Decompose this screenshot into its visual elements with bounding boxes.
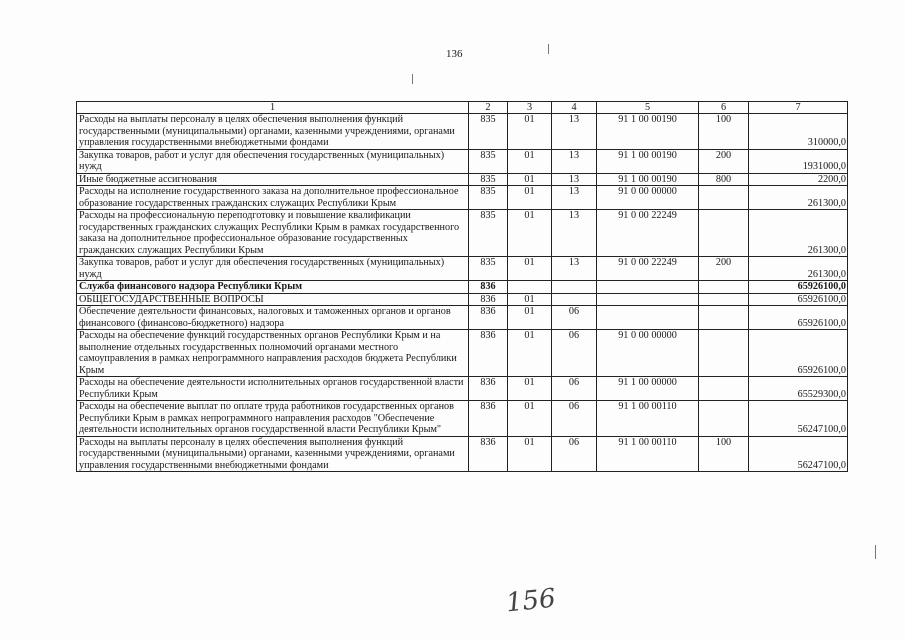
header-cell: 5 bbox=[597, 102, 699, 114]
target-article-cell: 91 1 00 00190 bbox=[597, 149, 699, 173]
amount-cell: 1931000,0 bbox=[749, 149, 848, 173]
expense-type-cell bbox=[699, 401, 749, 437]
page-number: 136 bbox=[446, 48, 463, 60]
section-code-cell bbox=[508, 281, 552, 294]
table-header-row bbox=[77, 102, 848, 114]
expense-type-cell bbox=[699, 377, 749, 401]
expense-type-cell: 100 bbox=[699, 436, 749, 472]
amount-cell: 261300,0 bbox=[749, 210, 848, 257]
target-article-cell: 91 0 00 22249 bbox=[597, 210, 699, 257]
table-row bbox=[77, 149, 848, 173]
expense-type-cell bbox=[699, 330, 749, 377]
subsection-code-cell: 13 bbox=[552, 114, 597, 150]
grbs-code-cell: 835 bbox=[469, 149, 508, 173]
table-row bbox=[77, 401, 848, 437]
table-row bbox=[77, 436, 848, 472]
scan-artifact bbox=[548, 44, 549, 54]
table-row bbox=[77, 210, 848, 257]
row-name-cell: Расходы на выплаты персоналу в целях обеспечения выполнения функций государственными (муниципальными) органами, казенными учреждениями, органами управления государственными внебюджетными фондами bbox=[77, 436, 469, 472]
target-article-cell: 91 1 00 00000 bbox=[597, 377, 699, 401]
row-name-cell: Расходы на исполнение государственного заказа на дополнительное профессиональное образование государственных гражданских служащих Республики Крым bbox=[77, 186, 469, 210]
target-article-cell: 91 0 00 22249 bbox=[597, 257, 699, 281]
table-row bbox=[77, 257, 848, 281]
grbs-code-cell: 836 bbox=[469, 281, 508, 294]
scan-artifact bbox=[875, 545, 876, 559]
target-article-cell bbox=[597, 306, 699, 330]
expense-type-cell bbox=[699, 210, 749, 257]
table-row bbox=[77, 306, 848, 330]
header-cell: 4 bbox=[552, 102, 597, 114]
grbs-code-cell: 836 bbox=[469, 293, 508, 306]
table-row bbox=[77, 114, 848, 150]
row-name-cell: Иные бюджетные ассигнования bbox=[77, 173, 469, 186]
table-row bbox=[77, 186, 848, 210]
target-article-cell: 91 1 00 00110 bbox=[597, 401, 699, 437]
target-article-cell bbox=[597, 293, 699, 306]
row-name-cell: Расходы на выплаты персоналу в целях обеспечения выполнения функций государственными (муниципальными) органами, казенными учреждениями, органами управления государственными внебюджетными фондами bbox=[77, 114, 469, 150]
header-cell: 1 bbox=[77, 102, 469, 114]
handwritten-page-number: 156 bbox=[504, 583, 558, 619]
subsection-code-cell bbox=[552, 281, 597, 294]
section-code-cell: 01 bbox=[508, 293, 552, 306]
table-row bbox=[77, 173, 848, 186]
section-code-cell: 01 bbox=[508, 436, 552, 472]
table-row bbox=[77, 377, 848, 401]
grbs-code-cell: 835 bbox=[469, 186, 508, 210]
subsection-code-cell: 06 bbox=[552, 401, 597, 437]
subsection-code-cell: 06 bbox=[552, 436, 597, 472]
expense-type-cell: 100 bbox=[699, 114, 749, 150]
section-code-cell: 01 bbox=[508, 377, 552, 401]
subsection-code-cell: 13 bbox=[552, 186, 597, 210]
expense-type-cell bbox=[699, 281, 749, 294]
row-name-cell: Расходы на обеспечение функций государственных органов Республики Крым и на выполнение отдельных государственных полномочий органами местного самоуправления в рамках непрограммного направления расходов бюджета Республики Крым bbox=[77, 330, 469, 377]
scan-artifact bbox=[412, 74, 413, 84]
amount-cell: 261300,0 bbox=[749, 186, 848, 210]
header-cell: 3 bbox=[508, 102, 552, 114]
grbs-code-cell: 836 bbox=[469, 306, 508, 330]
amount-cell: 2200,0 bbox=[749, 173, 848, 186]
amount-cell: 310000,0 bbox=[749, 114, 848, 150]
section-code-cell: 01 bbox=[508, 330, 552, 377]
amount-cell: 65529300,0 bbox=[749, 377, 848, 401]
budget-table bbox=[76, 101, 848, 472]
header-cell: 7 bbox=[749, 102, 848, 114]
grbs-code-cell: 836 bbox=[469, 436, 508, 472]
subsection-code-cell: 13 bbox=[552, 257, 597, 281]
section-code-cell: 01 bbox=[508, 257, 552, 281]
expense-type-cell bbox=[699, 186, 749, 210]
row-name-cell: Расходы на обеспечение деятельности исполнительных органов государственной власти Республики Крым bbox=[77, 377, 469, 401]
target-article-cell: 91 0 00 00000 bbox=[597, 330, 699, 377]
header-cell: 2 bbox=[469, 102, 508, 114]
amount-cell: 65926100,0 bbox=[749, 293, 848, 306]
subsection-code-cell: 13 bbox=[552, 149, 597, 173]
expense-type-cell: 800 bbox=[699, 173, 749, 186]
section-code-cell: 01 bbox=[508, 173, 552, 186]
table-row bbox=[77, 293, 848, 306]
subsection-code-cell bbox=[552, 293, 597, 306]
target-article-cell: 91 1 00 00190 bbox=[597, 114, 699, 150]
section-code-cell: 01 bbox=[508, 114, 552, 150]
section-code-cell: 01 bbox=[508, 149, 552, 173]
target-article-cell: 91 1 00 00110 bbox=[597, 436, 699, 472]
grbs-code-cell: 836 bbox=[469, 377, 508, 401]
grbs-code-cell: 835 bbox=[469, 210, 508, 257]
subsection-code-cell: 06 bbox=[552, 306, 597, 330]
grbs-code-cell: 835 bbox=[469, 114, 508, 150]
amount-cell: 56247100,0 bbox=[749, 401, 848, 437]
expense-type-cell: 200 bbox=[699, 257, 749, 281]
grbs-code-cell: 836 bbox=[469, 330, 508, 377]
row-name-cell: Расходы на профессиональную переподготовку и повышение квалификации государственных гражданских служащих Республики Крым в рамках государственного заказа на дополнительное профессиональное образование государственных гражданских служащих Республики Крым bbox=[77, 210, 469, 257]
subsection-code-cell: 06 bbox=[552, 377, 597, 401]
section-code-cell: 01 bbox=[508, 401, 552, 437]
grbs-code-cell: 835 bbox=[469, 257, 508, 281]
table-row bbox=[77, 330, 848, 377]
row-name-cell: Обеспечение деятельности финансовых, налоговых и таможенных органов и органов финансового (финансово-бюджетного) надзора bbox=[77, 306, 469, 330]
target-article-cell: 91 0 00 00000 bbox=[597, 186, 699, 210]
section-code-cell: 01 bbox=[508, 186, 552, 210]
row-name-cell: Расходы на обеспечение выплат по оплате труда работников государственных органов Республики Крым в рамках непрограммного направления расходов "Обеспечение деятельности исполнительных органов государственной власти Республики Крым" bbox=[77, 401, 469, 437]
row-name-cell: Закупка товаров, работ и услуг для обеспечения государственных (муниципальных) нужд bbox=[77, 149, 469, 173]
section-code-cell: 01 bbox=[508, 210, 552, 257]
target-article-cell bbox=[597, 281, 699, 294]
expense-type-cell bbox=[699, 293, 749, 306]
amount-cell: 261300,0 bbox=[749, 257, 848, 281]
subsection-code-cell: 13 bbox=[552, 210, 597, 257]
subsection-code-cell: 13 bbox=[552, 173, 597, 186]
expense-type-cell: 200 bbox=[699, 149, 749, 173]
amount-cell: 65926100,0 bbox=[749, 281, 848, 294]
grbs-code-cell: 836 bbox=[469, 401, 508, 437]
amount-cell: 56247100,0 bbox=[749, 436, 848, 472]
expense-type-cell bbox=[699, 306, 749, 330]
section-code-cell: 01 bbox=[508, 306, 552, 330]
target-article-cell: 91 1 00 00190 bbox=[597, 173, 699, 186]
header-cell: 6 bbox=[699, 102, 749, 114]
grbs-code-cell: 835 bbox=[469, 173, 508, 186]
subsection-code-cell: 06 bbox=[552, 330, 597, 377]
row-name-cell: Закупка товаров, работ и услуг для обеспечения государственных (муниципальных) нужд bbox=[77, 257, 469, 281]
amount-cell: 65926100,0 bbox=[749, 306, 848, 330]
row-name-cell: Служба финансового надзора Республики Крым bbox=[77, 281, 469, 294]
table-row bbox=[77, 281, 848, 294]
amount-cell: 65926100,0 bbox=[749, 330, 848, 377]
row-name-cell: ОБЩЕГОСУДАРСТВЕННЫЕ ВОПРОСЫ bbox=[77, 293, 469, 306]
